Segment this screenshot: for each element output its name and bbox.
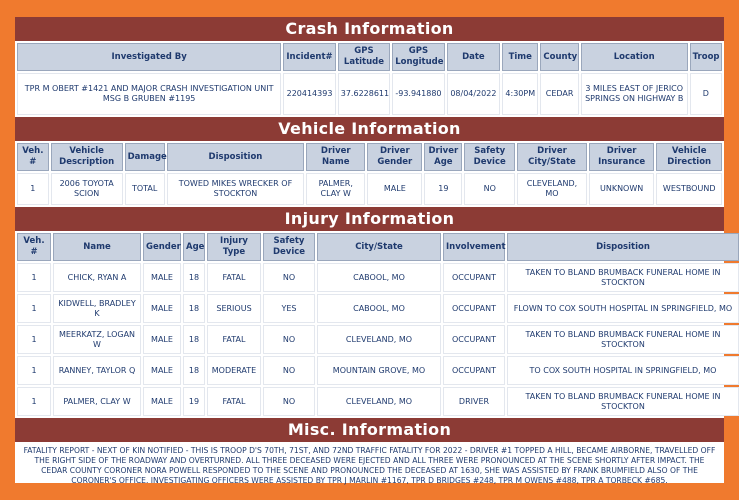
crash-location: 3 MILES EAST OF JERICO SPRINGS ON HIGHWAY B	[581, 73, 688, 115]
vehicle-header-driver-city-state: Driver City/State	[517, 143, 587, 171]
injury-header-injury-type: Injury Type	[207, 233, 261, 261]
injury-section-title: Injury Information	[15, 207, 724, 231]
crash-county: CEDAR	[540, 73, 578, 115]
injury-header-safety-device: Safety Device	[263, 233, 315, 261]
vehicle-disposition: TOWED MIKES WRECKER OF STOCKTON	[167, 173, 304, 205]
vehicle-driver-name: PALMER, CLAY W	[306, 173, 365, 205]
injury-type: FATAL	[207, 263, 261, 292]
injury-table	[15, 231, 739, 418]
injury-involvement: OCCUPANT	[443, 325, 505, 354]
injury-name: MEERKATZ, LOGAN W	[53, 325, 141, 354]
injury-safety-device: YES	[263, 294, 315, 323]
crash-header-gps-latitude: GPS Latitude	[338, 43, 390, 71]
injury-city-state: MOUNTAIN GROVE, MO	[317, 356, 441, 385]
vehicle-header-driver-gender: Driver Gender	[367, 143, 422, 171]
injury-age: 18	[183, 356, 205, 385]
injury-age: 18	[183, 294, 205, 323]
crash-time: 4:30PM	[502, 73, 538, 115]
injury-header-name: Name	[53, 233, 141, 261]
crash-troop: D	[690, 73, 722, 115]
injury-row	[17, 263, 739, 292]
vehicle-veh: 1	[17, 173, 49, 205]
injury-safety-device: NO	[263, 263, 315, 292]
injury-header-age: Age	[183, 233, 205, 261]
vehicle-row	[17, 173, 722, 205]
injury-row	[17, 387, 739, 416]
injury-name: PALMER, CLAY W	[53, 387, 141, 416]
crash-date: 08/04/2022	[447, 73, 500, 115]
misc-text: FATALITY REPORT - NEXT OF KIN NOTIFIED - THIS IS TROOP D'S 70TH, 71ST, AND 72ND TRAFFIC FATALITY FOR 2022 - DRIVER #1 TOPPED A HILL, BECAME AIRBORNE, TRAVELLED OFF THE RIGHT SIDE OF THE ROADWAY AND OVERTURNED. ALL THREE DECEASED WERE EJECTED AND ALL THREE WERE PRONOUNCED AT THE SCENE SHORTLY AFTER IMPACT. THE CEDAR COUNTY CORONER NORA POWELL RESPONDED TO THE SCENE AND PRONOUNCED THE DECEASED AT 1630, SHE WAS ASSISTED BY FRANK BRUMFIELD ALSO OF THE CORONER'S OFFICE. INVESTIGATING OFFICERS WERE ASSISTED BY TPR J MARLIN #1167, TPR D BRIDGES #248, TPR M OWENS #488, TPR A TORBECK #685.	[23, 446, 716, 485]
injury-type: SERIOUS	[207, 294, 261, 323]
injury-gender: MALE	[143, 294, 181, 323]
crash-header-investigated-by: Investigated By	[17, 43, 281, 71]
injury-disposition: TAKEN TO BLAND BRUMBACK FUNERAL HOME IN STOCKTON	[507, 325, 739, 354]
injury-row	[17, 294, 739, 323]
vehicle-driver-insurance: UNKNOWN	[589, 173, 655, 205]
injury-header-gender: Gender	[143, 233, 181, 261]
crash-header-gps-longitude: GPS Longitude	[392, 43, 444, 71]
crash-gps-longitude: -93.941880	[392, 73, 444, 115]
injury-veh: 1	[17, 325, 51, 354]
injury-row	[17, 356, 739, 385]
injury-veh: 1	[17, 356, 51, 385]
injury-header-disposition: Disposition	[507, 233, 739, 261]
crash-header-time: Time	[502, 43, 538, 71]
vehicle-damage: TOTAL	[125, 173, 165, 205]
injury-gender: MALE	[143, 356, 181, 385]
injury-city-state: CABOOL, MO	[317, 294, 441, 323]
injury-name: KIDWELL, BRADLEY K	[53, 294, 141, 323]
injury-row	[17, 325, 739, 354]
vehicle-header-driver-insurance: Driver Insurance	[589, 143, 655, 171]
injury-involvement: OCCUPANT	[443, 263, 505, 292]
crash-gps-latitude: 37.6228611	[338, 73, 390, 115]
crash-header-county: County	[540, 43, 578, 71]
vehicle-header-driver-name: Driver Name	[306, 143, 365, 171]
injury-involvement: DRIVER	[443, 387, 505, 416]
injury-disposition: FLOWN TO COX SOUTH HOSPITAL IN SPRINGFIELD, MO	[507, 294, 739, 323]
injury-type: MODERATE	[207, 356, 261, 385]
injury-involvement: OCCUPANT	[443, 356, 505, 385]
injury-age: 18	[183, 325, 205, 354]
injury-header-veh: Veh. #	[17, 233, 51, 261]
vehicle-driver-age: 19	[424, 173, 462, 205]
injury-safety-device: NO	[263, 387, 315, 416]
injury-type: FATAL	[207, 387, 261, 416]
injury-city-state: CLEVELAND, MO	[317, 325, 441, 354]
injury-involvement: OCCUPANT	[443, 294, 505, 323]
injury-safety-device: NO	[263, 325, 315, 354]
misc-section-title: Misc. Information	[15, 418, 724, 442]
vehicle-direction: WESTBOUND	[656, 173, 722, 205]
injury-city-state: CLEVELAND, MO	[317, 387, 441, 416]
injury-name: CHICK, RYAN A	[53, 263, 141, 292]
injury-age: 18	[183, 263, 205, 292]
vehicle-header-description: Vehicle Description	[51, 143, 123, 171]
injury-age: 19	[183, 387, 205, 416]
crash-header-date: Date	[447, 43, 500, 71]
injury-disposition: TO COX SOUTH HOSPITAL IN SPRINGFIELD, MO	[507, 356, 739, 385]
injury-gender: MALE	[143, 263, 181, 292]
vehicle-table	[15, 141, 724, 207]
injury-header-city-state: City/State	[317, 233, 441, 261]
injury-veh: 1	[17, 387, 51, 416]
crash-investigated-by: TPR M OBERT #1421 AND MAJOR CRASH INVESTIGATION UNIT MSG B GRUBEN #1195	[17, 73, 281, 115]
injury-header-involvement: Involvement	[443, 233, 505, 261]
injury-disposition: TAKEN TO BLAND BRUMBACK FUNERAL HOME IN STOCKTON	[507, 263, 739, 292]
vehicle-driver-city-state: CLEVELAND, MO	[517, 173, 587, 205]
vehicle-driver-gender: MALE	[367, 173, 422, 205]
vehicle-header-direction: Vehicle Direction	[656, 143, 722, 171]
crash-incident: 220414393	[283, 73, 335, 115]
injury-veh: 1	[17, 263, 51, 292]
vehicle-safety-device: NO	[464, 173, 515, 205]
vehicle-header-disposition: Disposition	[167, 143, 304, 171]
vehicle-header-driver-age: Driver Age	[424, 143, 462, 171]
injury-disposition: TAKEN TO BLAND BRUMBACK FUNERAL HOME IN STOCKTON	[507, 387, 739, 416]
injury-safety-device: NO	[263, 356, 315, 385]
injury-gender: MALE	[143, 387, 181, 416]
crash-table	[15, 41, 724, 117]
crash-section-title: Crash Information	[15, 17, 724, 41]
report-panel	[15, 17, 733, 485]
injury-veh: 1	[17, 294, 51, 323]
injury-type: FATAL	[207, 325, 261, 354]
vehicle-header-veh: Veh. #	[17, 143, 49, 171]
crash-header-troop: Troop	[690, 43, 722, 71]
vehicle-header-damage: Damage	[125, 143, 165, 171]
vehicle-section-title: Vehicle Information	[15, 117, 724, 141]
vehicle-description: 2006 TOYOTA SCION	[51, 173, 123, 205]
crash-header-incident: Incident#	[283, 43, 335, 71]
injury-city-state: CABOOL, MO	[317, 263, 441, 292]
injury-gender: MALE	[143, 325, 181, 354]
injury-name: RANNEY, TAYLOR Q	[53, 356, 141, 385]
vehicle-header-safety-device: Safety Device	[464, 143, 515, 171]
crash-row	[17, 73, 722, 115]
crash-header-location: Location	[581, 43, 688, 71]
